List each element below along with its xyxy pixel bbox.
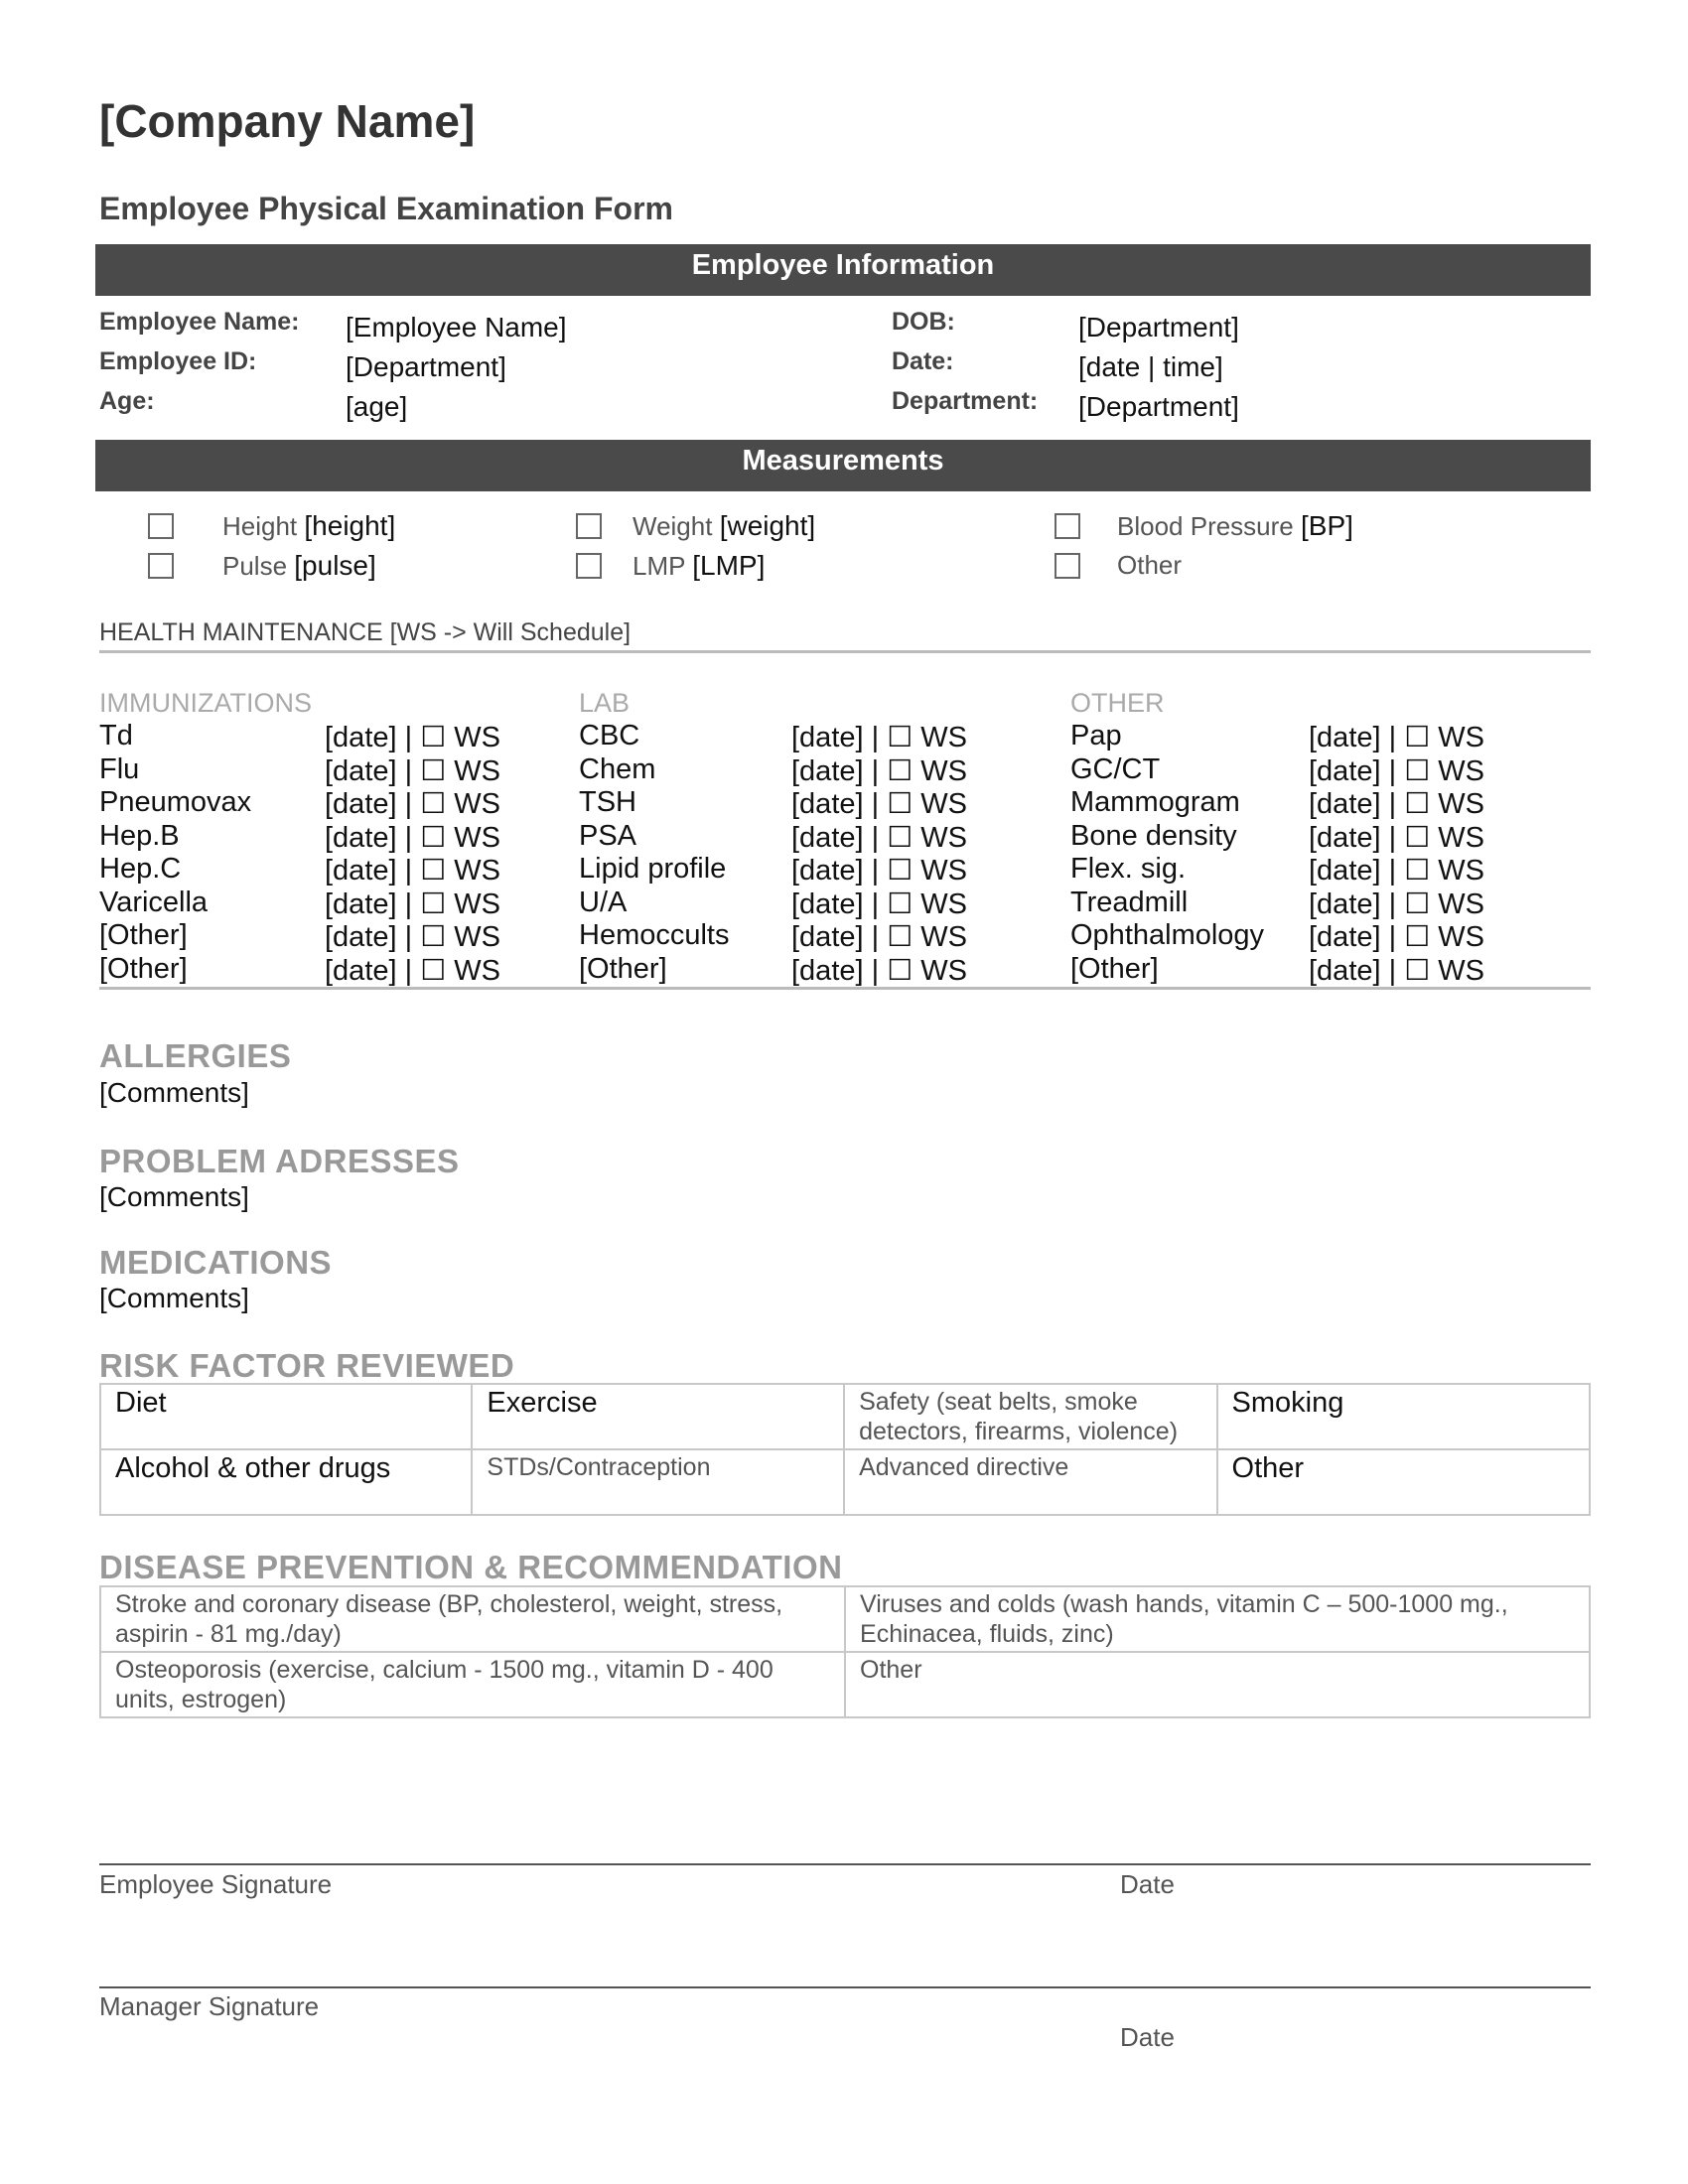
employee-date-label: Date	[1120, 1869, 1175, 1899]
lab-item: U/A	[579, 886, 628, 918]
immunizations-heading: IMMUNIZATIONS	[99, 688, 312, 718]
lab-item: PSA	[579, 819, 637, 852]
employee-id-value[interactable]: [Department]	[346, 351, 506, 382]
height-value[interactable]: [height]	[304, 510, 396, 541]
health-maintenance-bottom-rule	[99, 987, 1591, 990]
prevention-stroke[interactable]: Stroke and coronary disease (BP, cholesterol, weight, stress, aspirin - 81 mg./day)	[100, 1586, 845, 1652]
pulse-label: Pulse	[222, 551, 288, 581]
employee-name-value[interactable]: [Employee Name]	[346, 312, 567, 342]
immunizations-item: Pneumovax	[99, 786, 252, 818]
disease-prevention-table	[99, 1585, 1591, 1718]
employee-signature-line[interactable]	[99, 1863, 1591, 1865]
immunizations-date-ws-entry[interactable]: [date] | ☐ WS	[325, 788, 500, 820]
company-name: [Company Name]	[99, 95, 476, 147]
risk-advanced-directive[interactable]: Advanced directive	[844, 1449, 1216, 1515]
department-value[interactable]: [Department]	[1078, 391, 1239, 422]
risk-stds[interactable]: STDs/Contraception	[472, 1449, 844, 1515]
manager-signature-label: Manager Signature	[99, 1991, 320, 2021]
other-date-ws-entry[interactable]: [date] | ☐ WS	[1309, 722, 1484, 753]
medications-title: MEDICATIONS	[99, 1244, 333, 1281]
lab-item: TSH	[579, 786, 636, 818]
date-value[interactable]: [date | time]	[1078, 351, 1223, 382]
other-measure-checkbox[interactable]	[1055, 553, 1080, 579]
other-date-ws-entry[interactable]: [date] | ☐ WS	[1309, 954, 1484, 987]
other-heading: OTHER	[1070, 688, 1165, 718]
lmp-label: LMP	[633, 551, 685, 581]
immunizations-date-ws-entry[interactable]: [date] | ☐ WS	[325, 754, 500, 787]
other-date-ws-entry[interactable]: [date] | ☐ WS	[1309, 821, 1484, 854]
other-item: GC/CT	[1070, 752, 1161, 785]
other-date-ws-entry[interactable]: [date] | ☐ WS	[1309, 855, 1484, 887]
immunizations-item: Hep.B	[99, 819, 180, 852]
manager-signature-line[interactable]	[99, 1986, 1591, 1988]
disease-prevention-row	[100, 1652, 1590, 1717]
allergies-title: ALLERGIES	[99, 1037, 292, 1074]
risk-other[interactable]: Other	[1217, 1449, 1590, 1515]
weight-value[interactable]: [weight]	[719, 510, 816, 541]
other-date-ws-entry[interactable]: [date] | ☐ WS	[1309, 788, 1484, 820]
immunizations-item: Hep.C	[99, 853, 182, 885]
weight-checkbox[interactable]	[576, 513, 602, 539]
dob-label: DOB:	[892, 308, 955, 336]
height-checkbox[interactable]	[148, 513, 174, 539]
other-date-ws-entry[interactable]: [date] | ☐ WS	[1309, 921, 1484, 953]
immunizations-date-ws-entry[interactable]: [date] | ☐ WS	[325, 887, 500, 920]
health-maintenance-title: HEALTH MAINTENANCE [WS -> Will Schedule]	[99, 618, 632, 646]
disease-prevention-row	[100, 1586, 1590, 1652]
pulse-measure	[222, 550, 376, 582]
risk-smoking[interactable]: Smoking	[1217, 1384, 1590, 1449]
risk-factors-row	[100, 1449, 1590, 1515]
lab-item: CBC	[579, 720, 640, 751]
department-label: Department:	[892, 387, 1039, 415]
immunizations-date-ws-entry[interactable]: [date] | ☐ WS	[325, 954, 500, 987]
lab-date-ws-entry[interactable]: [date] | ☐ WS	[791, 821, 967, 854]
manager-date-label: Date	[1120, 2022, 1175, 2052]
disease-prevention-title: DISEASE PREVENTION & RECOMMENDATION	[99, 1549, 843, 1585]
lmp-measure	[633, 550, 765, 582]
other-item: [Other]	[1070, 952, 1159, 985]
immunizations-date-ws-entry[interactable]: [date] | ☐ WS	[325, 821, 500, 854]
lab-heading: LAB	[579, 688, 631, 718]
immunizations-date-ws-entry[interactable]: [date] | ☐ WS	[325, 921, 500, 953]
risk-exercise[interactable]: Exercise	[472, 1384, 844, 1449]
allergies-comment[interactable]: [Comments]	[99, 1077, 249, 1108]
other-item: Ophthalmology	[1070, 919, 1265, 951]
lab-item: Chem	[579, 752, 656, 785]
height-label: Height	[222, 511, 298, 541]
immunizations-item: Varicella	[99, 886, 209, 918]
lab-item: Lipid profile	[579, 853, 727, 885]
form-title: Employee Physical Examination Form	[99, 191, 673, 226]
age-label: Age:	[99, 387, 155, 415]
lab-date-ws-entry[interactable]: [date] | ☐ WS	[791, 754, 967, 787]
date-label: Date:	[892, 347, 954, 375]
lab-date-ws-entry[interactable]: [date] | ☐ WS	[791, 954, 967, 987]
lab-date-ws-entry[interactable]: [date] | ☐ WS	[791, 887, 967, 920]
dob-value[interactable]: [Department]	[1078, 312, 1239, 342]
immunizations-date-ws-entry[interactable]: [date] | ☐ WS	[325, 855, 500, 887]
pulse-value[interactable]: [pulse]	[294, 550, 376, 581]
risk-diet[interactable]: Diet	[100, 1384, 472, 1449]
age-value[interactable]: [age]	[346, 391, 408, 422]
prevention-other[interactable]: Other	[845, 1652, 1590, 1717]
immunizations-item: Flu	[99, 752, 140, 785]
weight-label: Weight	[633, 511, 713, 541]
lmp-checkbox[interactable]	[576, 553, 602, 579]
other-item: Bone density	[1070, 819, 1237, 852]
employee-info-header: Employee Information	[95, 244, 1591, 296]
problems-title: PROBLEM ADRESSES	[99, 1143, 460, 1179]
employee-name-label: Employee Name:	[99, 308, 300, 336]
immunizations-item: Td	[99, 720, 133, 751]
risk-factors-table	[99, 1383, 1591, 1516]
weight-measure	[633, 510, 815, 542]
employee-signature-label: Employee Signature	[99, 1869, 333, 1899]
lmp-value[interactable]: [LMP]	[692, 550, 766, 581]
other-date-ws-entry[interactable]: [date] | ☐ WS	[1309, 887, 1484, 920]
risk-factors-row	[100, 1384, 1590, 1449]
blood-pressure-checkbox[interactable]	[1055, 513, 1080, 539]
immunizations-item: [Other]	[99, 952, 188, 985]
lab-date-ws-entry[interactable]: [date] | ☐ WS	[791, 921, 967, 953]
lab-date-ws-entry[interactable]: [date] | ☐ WS	[791, 855, 967, 887]
other-item: Pap	[1070, 720, 1122, 751]
other-date-ws-entry[interactable]: [date] | ☐ WS	[1309, 754, 1484, 787]
immunizations-item: [Other]	[99, 919, 188, 951]
measurements-header: Measurements	[95, 440, 1591, 491]
risk-safety[interactable]: Safety (seat belts, smoke detectors, firearms, violence)	[844, 1384, 1216, 1449]
lab-date-ws-entry[interactable]: [date] | ☐ WS	[791, 788, 967, 820]
employee-id-label: Employee ID:	[99, 347, 257, 375]
other-item: Treadmill	[1070, 886, 1189, 918]
other-measure-label: Other	[1117, 550, 1183, 580]
height-measure	[222, 510, 395, 542]
health-maintenance-top-rule	[99, 650, 1591, 653]
risk-alcohol[interactable]: Alcohol & other drugs	[100, 1449, 472, 1515]
lab-date-ws-entry[interactable]: [date] | ☐ WS	[791, 722, 967, 753]
medications-comment[interactable]: [Comments]	[99, 1283, 249, 1313]
lab-item: [Other]	[579, 952, 667, 985]
blood-pressure-label: Blood Pressure	[1117, 511, 1294, 541]
problems-comment[interactable]: [Comments]	[99, 1181, 249, 1212]
immunizations-date-ws-entry[interactable]: [date] | ☐ WS	[325, 722, 500, 753]
pulse-checkbox[interactable]	[148, 553, 174, 579]
prevention-viruses[interactable]: Viruses and colds (wash hands, vitamin C – 500-1000 mg., Echinacea, fluids, zinc)	[845, 1586, 1590, 1652]
lab-item: Hemoccults	[579, 919, 730, 951]
risk-factors-title: RISK FACTOR REVIEWED	[99, 1347, 515, 1384]
blood-pressure-value[interactable]: [BP]	[1301, 510, 1353, 541]
blood-pressure-measure	[1117, 510, 1353, 542]
other-item: Flex. sig.	[1070, 853, 1187, 885]
other-item: Mammogram	[1070, 786, 1240, 818]
prevention-osteoporosis[interactable]: Osteoporosis (exercise, calcium - 1500 mg., vitamin D - 400 units, estrogen)	[100, 1652, 845, 1717]
